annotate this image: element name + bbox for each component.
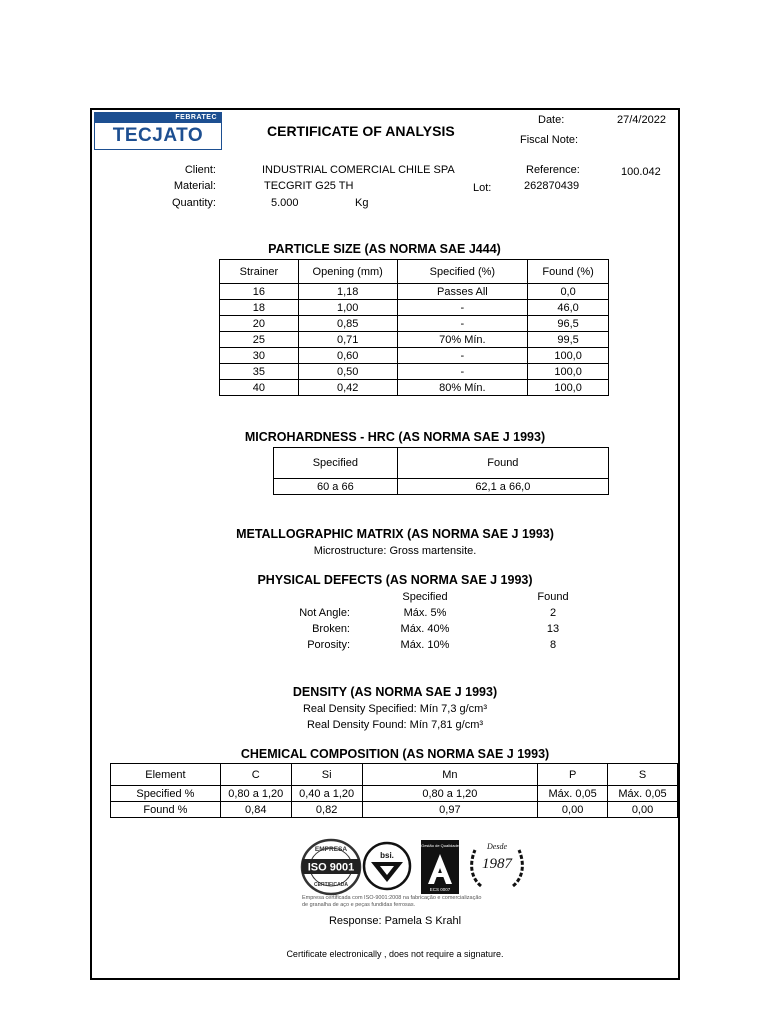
table-cell: 46,0 xyxy=(528,300,609,316)
date-value: 27/4/2022 xyxy=(617,114,666,126)
table-cell: 96,5 xyxy=(528,316,609,332)
desde-text: Desde xyxy=(487,842,507,851)
table-cell: Máx. 0,05 xyxy=(538,786,608,802)
table-cell: - xyxy=(397,364,528,380)
reference-value: 100.042 xyxy=(621,166,661,178)
reference-label: Reference: xyxy=(526,164,580,176)
table-cell: - xyxy=(397,316,528,332)
defect-found: 8 xyxy=(549,639,557,651)
material-label: Material: xyxy=(173,180,216,192)
bsi-text: bsi. xyxy=(380,851,394,860)
table-row xyxy=(220,284,609,300)
laurel-left-icon xyxy=(472,850,481,886)
col-found: Found xyxy=(397,448,608,479)
bsi-seal xyxy=(362,841,412,891)
table-cell: 0,00 xyxy=(538,802,608,818)
col-c: C xyxy=(220,764,291,786)
iso-bottom-text: CERTIFICADA xyxy=(314,882,348,888)
table-row xyxy=(111,786,678,802)
table-cell: 0,00 xyxy=(608,802,678,818)
table-row xyxy=(220,316,609,332)
defect-label: Porosity: xyxy=(307,639,350,651)
table-cell: 0,97 xyxy=(362,802,538,818)
tecjato-logo xyxy=(94,112,222,150)
table-cell: 0,82 xyxy=(291,802,362,818)
table-cell: 0,84 xyxy=(220,802,291,818)
table-cell: 0,80 a 1,20 xyxy=(220,786,291,802)
table-row xyxy=(274,479,609,495)
table-cell: Passes All xyxy=(397,284,528,300)
defect-label: Not Angle: xyxy=(299,607,350,619)
certification-caption xyxy=(302,895,542,909)
client-label: Client: xyxy=(184,164,216,176)
client-value: INDUSTRIAL COMERCIAL CHILE SPA xyxy=(262,164,455,176)
table-cell: 0,85 xyxy=(298,316,397,332)
col-mn: Mn xyxy=(362,764,538,786)
table-cell: 40 xyxy=(220,380,299,396)
quantity-label: Quantity: xyxy=(171,197,216,209)
ecs-text: ECS 0007 xyxy=(429,887,451,892)
quality-management-seal xyxy=(421,840,459,894)
microhardness-table xyxy=(273,447,609,495)
lot-label: Lot: xyxy=(473,182,492,194)
table-cell: 80% Mín. xyxy=(397,380,528,396)
microstructure-text: Microstructure: Gross martensite. xyxy=(313,545,477,557)
since-1987-seal xyxy=(467,836,527,892)
table-cell: Specified % xyxy=(111,786,221,802)
table-cell: 0,71 xyxy=(298,332,397,348)
col-si: Si xyxy=(291,764,362,786)
col-strainer: Strainer xyxy=(220,260,299,284)
table-cell: 1,18 xyxy=(298,284,397,300)
defect-specified: Máx. 5% xyxy=(403,607,447,619)
particle-size-title: PARTICLE SIZE (AS NORMA SAE J444) xyxy=(268,242,501,256)
col-specified: Specified (%) xyxy=(397,260,528,284)
table-row xyxy=(220,332,609,348)
table-row xyxy=(220,300,609,316)
defect-found: 13 xyxy=(546,623,560,635)
table-row xyxy=(220,380,609,396)
metallographic-title: METALLOGRAPHIC MATRIX (AS NORMA SAE J 1993) xyxy=(236,527,554,541)
col-found: Found (%) xyxy=(528,260,609,284)
density-found: Real Density Found: Mín 7,81 g/cm³ xyxy=(306,719,484,731)
table-row xyxy=(220,348,609,364)
quantity-unit: Kg xyxy=(355,197,369,209)
caption-line-1: Empresa certificada com ISO-9001:2008 na fabricação e comercialização xyxy=(302,895,482,901)
table-cell: - xyxy=(397,300,528,316)
microhardness-title: MICROHARDNESS - HRC (AS NORMA SAE J 1993) xyxy=(244,430,546,444)
table-cell: 100,0 xyxy=(528,380,609,396)
table-cell: 0,80 a 1,20 xyxy=(362,786,538,802)
page-title: CERTIFICATE OF ANALYSIS xyxy=(267,123,455,139)
table-cell: 0,40 a 1,20 xyxy=(291,786,362,802)
fiscal-note-label: Fiscal Note: xyxy=(520,134,579,146)
table-cell: 100,0 xyxy=(528,348,609,364)
material-value: TECGRIT G25 TH xyxy=(264,180,354,192)
defect-specified: Máx. 40% xyxy=(400,623,450,635)
table-cell: 60 a 66 xyxy=(274,479,398,495)
density-specified: Real Density Specified: Mín 7,3 g/cm³ xyxy=(302,703,488,715)
col-s: S xyxy=(608,764,678,786)
logo-name: TECJATO xyxy=(112,125,204,146)
chemical-composition-title: CHEMICAL COMPOSITION (AS NORMA SAE J 1993) xyxy=(240,747,550,761)
col-element: Element xyxy=(111,764,221,786)
table-cell: 18 xyxy=(220,300,299,316)
iso-9001-seal xyxy=(300,838,362,896)
table-cell: Máx. 0,05 xyxy=(608,786,678,802)
table-cell: - xyxy=(397,348,528,364)
table-cell: 0,0 xyxy=(528,284,609,300)
response-text: Response: Pamela S Krahl xyxy=(328,915,462,927)
defects-specified-header: Specified xyxy=(402,591,448,603)
table-cell: 0,42 xyxy=(298,380,397,396)
table-cell: 100,0 xyxy=(528,364,609,380)
footer-note: Certificate electronically , does not require a signature. xyxy=(286,949,504,959)
table-cell: 16 xyxy=(220,284,299,300)
table-cell: 35 xyxy=(220,364,299,380)
table-cell: 62,1 a 66,0 xyxy=(397,479,608,495)
table-cell: 99,5 xyxy=(528,332,609,348)
date-label: Date: xyxy=(538,114,565,126)
table-cell: 70% Mín. xyxy=(397,332,528,348)
table-row xyxy=(220,364,609,380)
lot-value: 262870439 xyxy=(524,180,580,192)
col-opening: Opening (mm) xyxy=(298,260,397,284)
year-text: 1987 xyxy=(482,856,512,872)
col-p: P xyxy=(538,764,608,786)
table-cell: 0,50 xyxy=(298,364,397,380)
table-cell: 0,60 xyxy=(298,348,397,364)
logo-parent-brand: FEBRATEC xyxy=(175,114,217,121)
density-title: DENSITY (AS NORMA SAE J 1993) xyxy=(292,685,498,699)
iso-main-text: ISO 9001 xyxy=(307,861,355,874)
iso-top-text: EMPRESA xyxy=(314,846,348,853)
caption-line-2: de granalha de aço e peças fundidas ferrosas. xyxy=(302,902,416,908)
table-cell: 25 xyxy=(220,332,299,348)
defect-specified: Máx. 10% xyxy=(400,639,450,651)
defects-found-header: Found xyxy=(537,591,569,603)
table-cell: 20 xyxy=(220,316,299,332)
defect-label: Broken: xyxy=(312,623,350,635)
particle-size-table xyxy=(219,259,609,396)
col-specified: Specified xyxy=(274,448,398,479)
table-cell: 1,00 xyxy=(298,300,397,316)
table-cell: Found % xyxy=(111,802,221,818)
quantity-value: 5.000 xyxy=(271,197,299,209)
table-row xyxy=(111,802,678,818)
table-cell: 30 xyxy=(220,348,299,364)
physical-defects-title: PHYSICAL DEFECTS (AS NORMA SAE J 1993) xyxy=(257,573,533,587)
chemical-composition-table xyxy=(110,763,678,818)
defect-found: 2 xyxy=(549,607,557,619)
laurel-right-icon xyxy=(513,850,522,886)
gestao-text: Gestão de Qualidade xyxy=(421,843,459,848)
